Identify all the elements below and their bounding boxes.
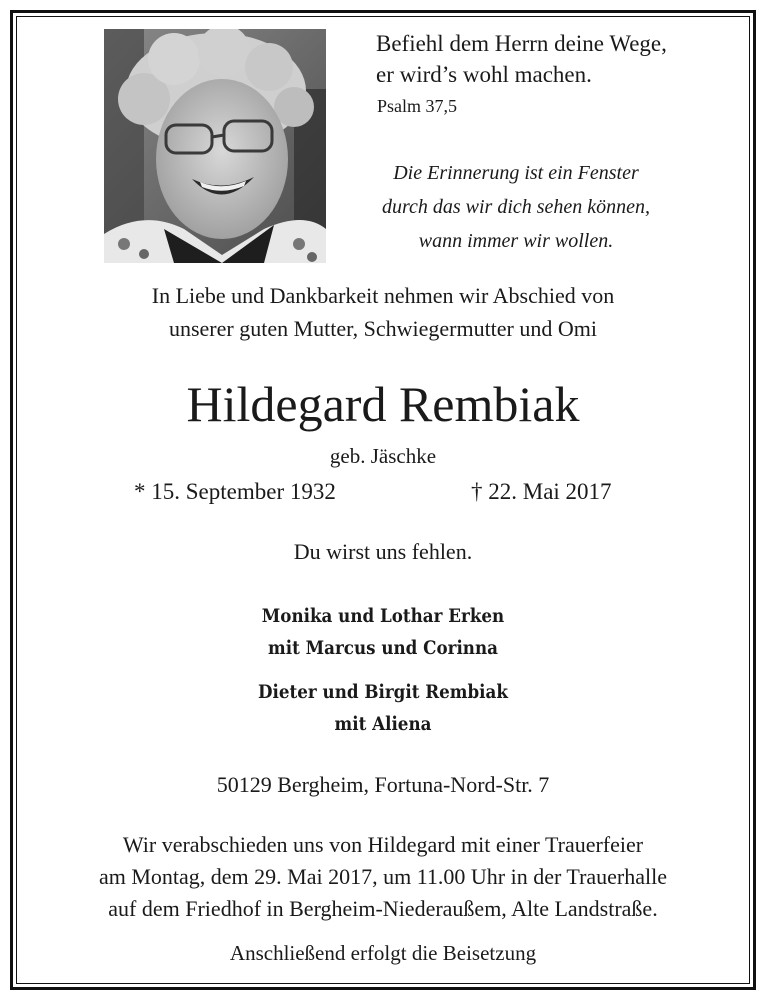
quote-line-3: wann immer wir wollen.: [418, 230, 614, 252]
mourner-family-2-line-1: Dieter und Birgit Rembiak: [258, 681, 508, 703]
memorial-quote: [330, 156, 702, 258]
mourner-family-1: [46, 600, 720, 664]
verse-line-1: Befiehl dem Herrn deine Wege,: [376, 31, 667, 56]
intro-text: [0, 279, 766, 345]
family-address: 50129 Bergheim, Fortuna-Nord-Str. 7: [216, 772, 550, 797]
mourner-family-2-line-2: mit Aliena: [334, 713, 432, 735]
ceremony-info: [0, 829, 766, 925]
bible-verse: [376, 28, 716, 90]
deceased-name: Hildegard Rembiak: [186, 376, 580, 432]
quote-line-1: Die Erinnerung ist ein Fenster: [393, 162, 639, 184]
portrait-photo: [104, 29, 326, 263]
quote-line-2: durch das wir dich sehen können,: [381, 196, 651, 218]
mourner-family-2: [46, 676, 720, 740]
death-date: † 22. Mai 2017: [471, 479, 612, 504]
verse-line-2: er wird’s wohl machen.: [376, 62, 592, 87]
ceremony-line-1: Wir verabschieden uns von Hildegard mit einer Trauerfeier: [122, 832, 644, 857]
birth-date: * 15. September 1932: [134, 479, 336, 504]
verse-reference: Psalm 37,5: [377, 96, 458, 116]
burial-note: Anschließend erfolgt die Beisetzung: [229, 941, 537, 965]
mourner-family-1-line-2: mit Marcus und Corinna: [268, 637, 498, 659]
mourner-family-1-line-1: Monika und Lothar Erken: [261, 605, 505, 627]
ceremony-line-3: auf dem Friedhof in Bergheim-Niederaußem, Alte Landstraße.: [108, 896, 658, 921]
ceremony-line-2: am Montag, dem 29. Mai 2017, um 11.00 Uhr in der Trauerhalle: [98, 864, 668, 889]
closing-line: Du wirst uns fehlen.: [293, 539, 473, 564]
maiden-name: geb. Jäschke: [329, 444, 437, 468]
intro-line-2: unserer guten Mutter, Schwiegermutter und Omi: [168, 316, 597, 341]
intro-line-1: In Liebe und Dankbarkeit nehmen wir Abschied von: [151, 283, 615, 308]
